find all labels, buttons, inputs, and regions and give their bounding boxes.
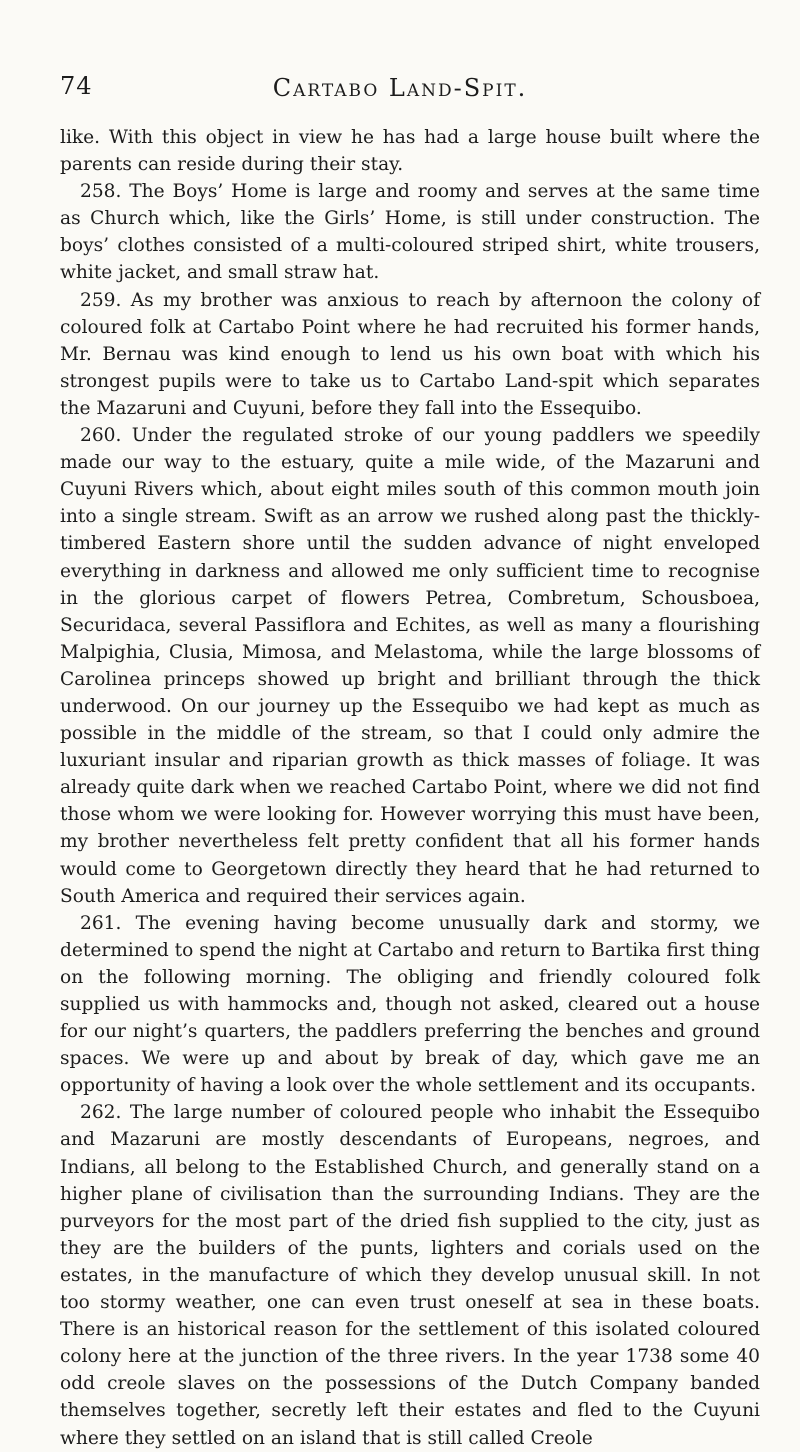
paragraph-259: 259. As my brother was anxious to reach by afternoon the colony of coloured folk at Cartabo Point where he had recruited his former hands, Mr. Bernau was kind enough to lend us his own boat with which his strongest pupils were to take us to Cartabo Land-spit which separates the Mazaruni and Cuyuni, before they fall into the Essequibo. bbox=[60, 289, 760, 419]
paragraph-260: 260. Under the regulated stroke of our young paddlers we speedily made our way to the estuary, quite a mile wide, of the Mazaruni and Cuyuni Rivers which, about eight miles south of this common mouth join into a single stream. Swift as an arrow we rushed along past the thickly-timbered Eastern shore until the sudden advance of night enveloped everything in darkness and allowed me only sufficient time to recognise in the glorious carpet of flowers Petrea, Combretum, Schousboea, Securidaca, several Passiflora and Echites, as well as many a flourishing Malpighia, Clusia, Mimosa, and Melastoma, while the large blossoms of Carolinea princeps showed up bright and brilliant through the thick underwood. On our journey up the Essequibo we had kept as much as possible in the middle of the stream, so that I could only admire the luxuriant insular and riparian growth as thick masses of foliage. It was already quite dark when we reached Cartabo Point, where we did not find those whom we were looking for. However worrying this must have been, my brother nevertheless felt pretty confident that all his former hands would come to Georgetown directly they heard that he had returned to South America and required their services again. bbox=[60, 425, 760, 907]
page-number: 74 bbox=[60, 72, 93, 100]
paragraph-262: 262. The large number of coloured people who inhabit the Essequibo and Mazaruni are mostly descendants of Europeans, negroes, and Indians, all belong to the Established Church, and generally stand on a higher plane of civilisation than the surrounding Indians. They are the purveyors for the most part of the dried fish supplied to the city, just as they are the builders of the punts, lighters and corials used on the estates, in the manufacture of which they develop unusual skill. In not too stormy weather, one can even trust oneself at sea in these boats. There is an historical reason for the settlement of this isolated coloured colony here at the junction of the three rivers. In the year 1738 some 40 odd creole slaves on the possessions of the Dutch Company banded themselves together, secretly left their estates and fled to the Cuyuni where they settled on an island that is still called Creole bbox=[60, 1102, 760, 1449]
body-text bbox=[60, 124, 760, 1452]
paragraph-261: 261. The evening having become unusually dark and stormy, we determined to spend the night at Cartabo and return to Bartika first thing on the following morning. The obliging and friendly coloured folk supplied us with hammocks and, though not asked, cleared out a house for our night’s quarters, the paddlers preferring the benches and ground spaces. We were up and about by break of day, which gave me an opportunity of having a look over the whole settlement and its occupants. bbox=[60, 912, 760, 1097]
running-head: Cartabo Land-Spit. bbox=[272, 74, 528, 102]
paragraph-258: 258. The Boys’ Home is large and roomy and serves at the same time as Church which, like the Girls’ Home, is still under construction. The boys’ clothes consisted of a multi-coloured striped shirt, white trousers, white jacket, and small straw hat. bbox=[60, 181, 760, 284]
page-header bbox=[60, 62, 740, 112]
paragraph-continuation: like. With this object in view he has had a large house built where the parents can reside during their stay. bbox=[60, 127, 760, 176]
